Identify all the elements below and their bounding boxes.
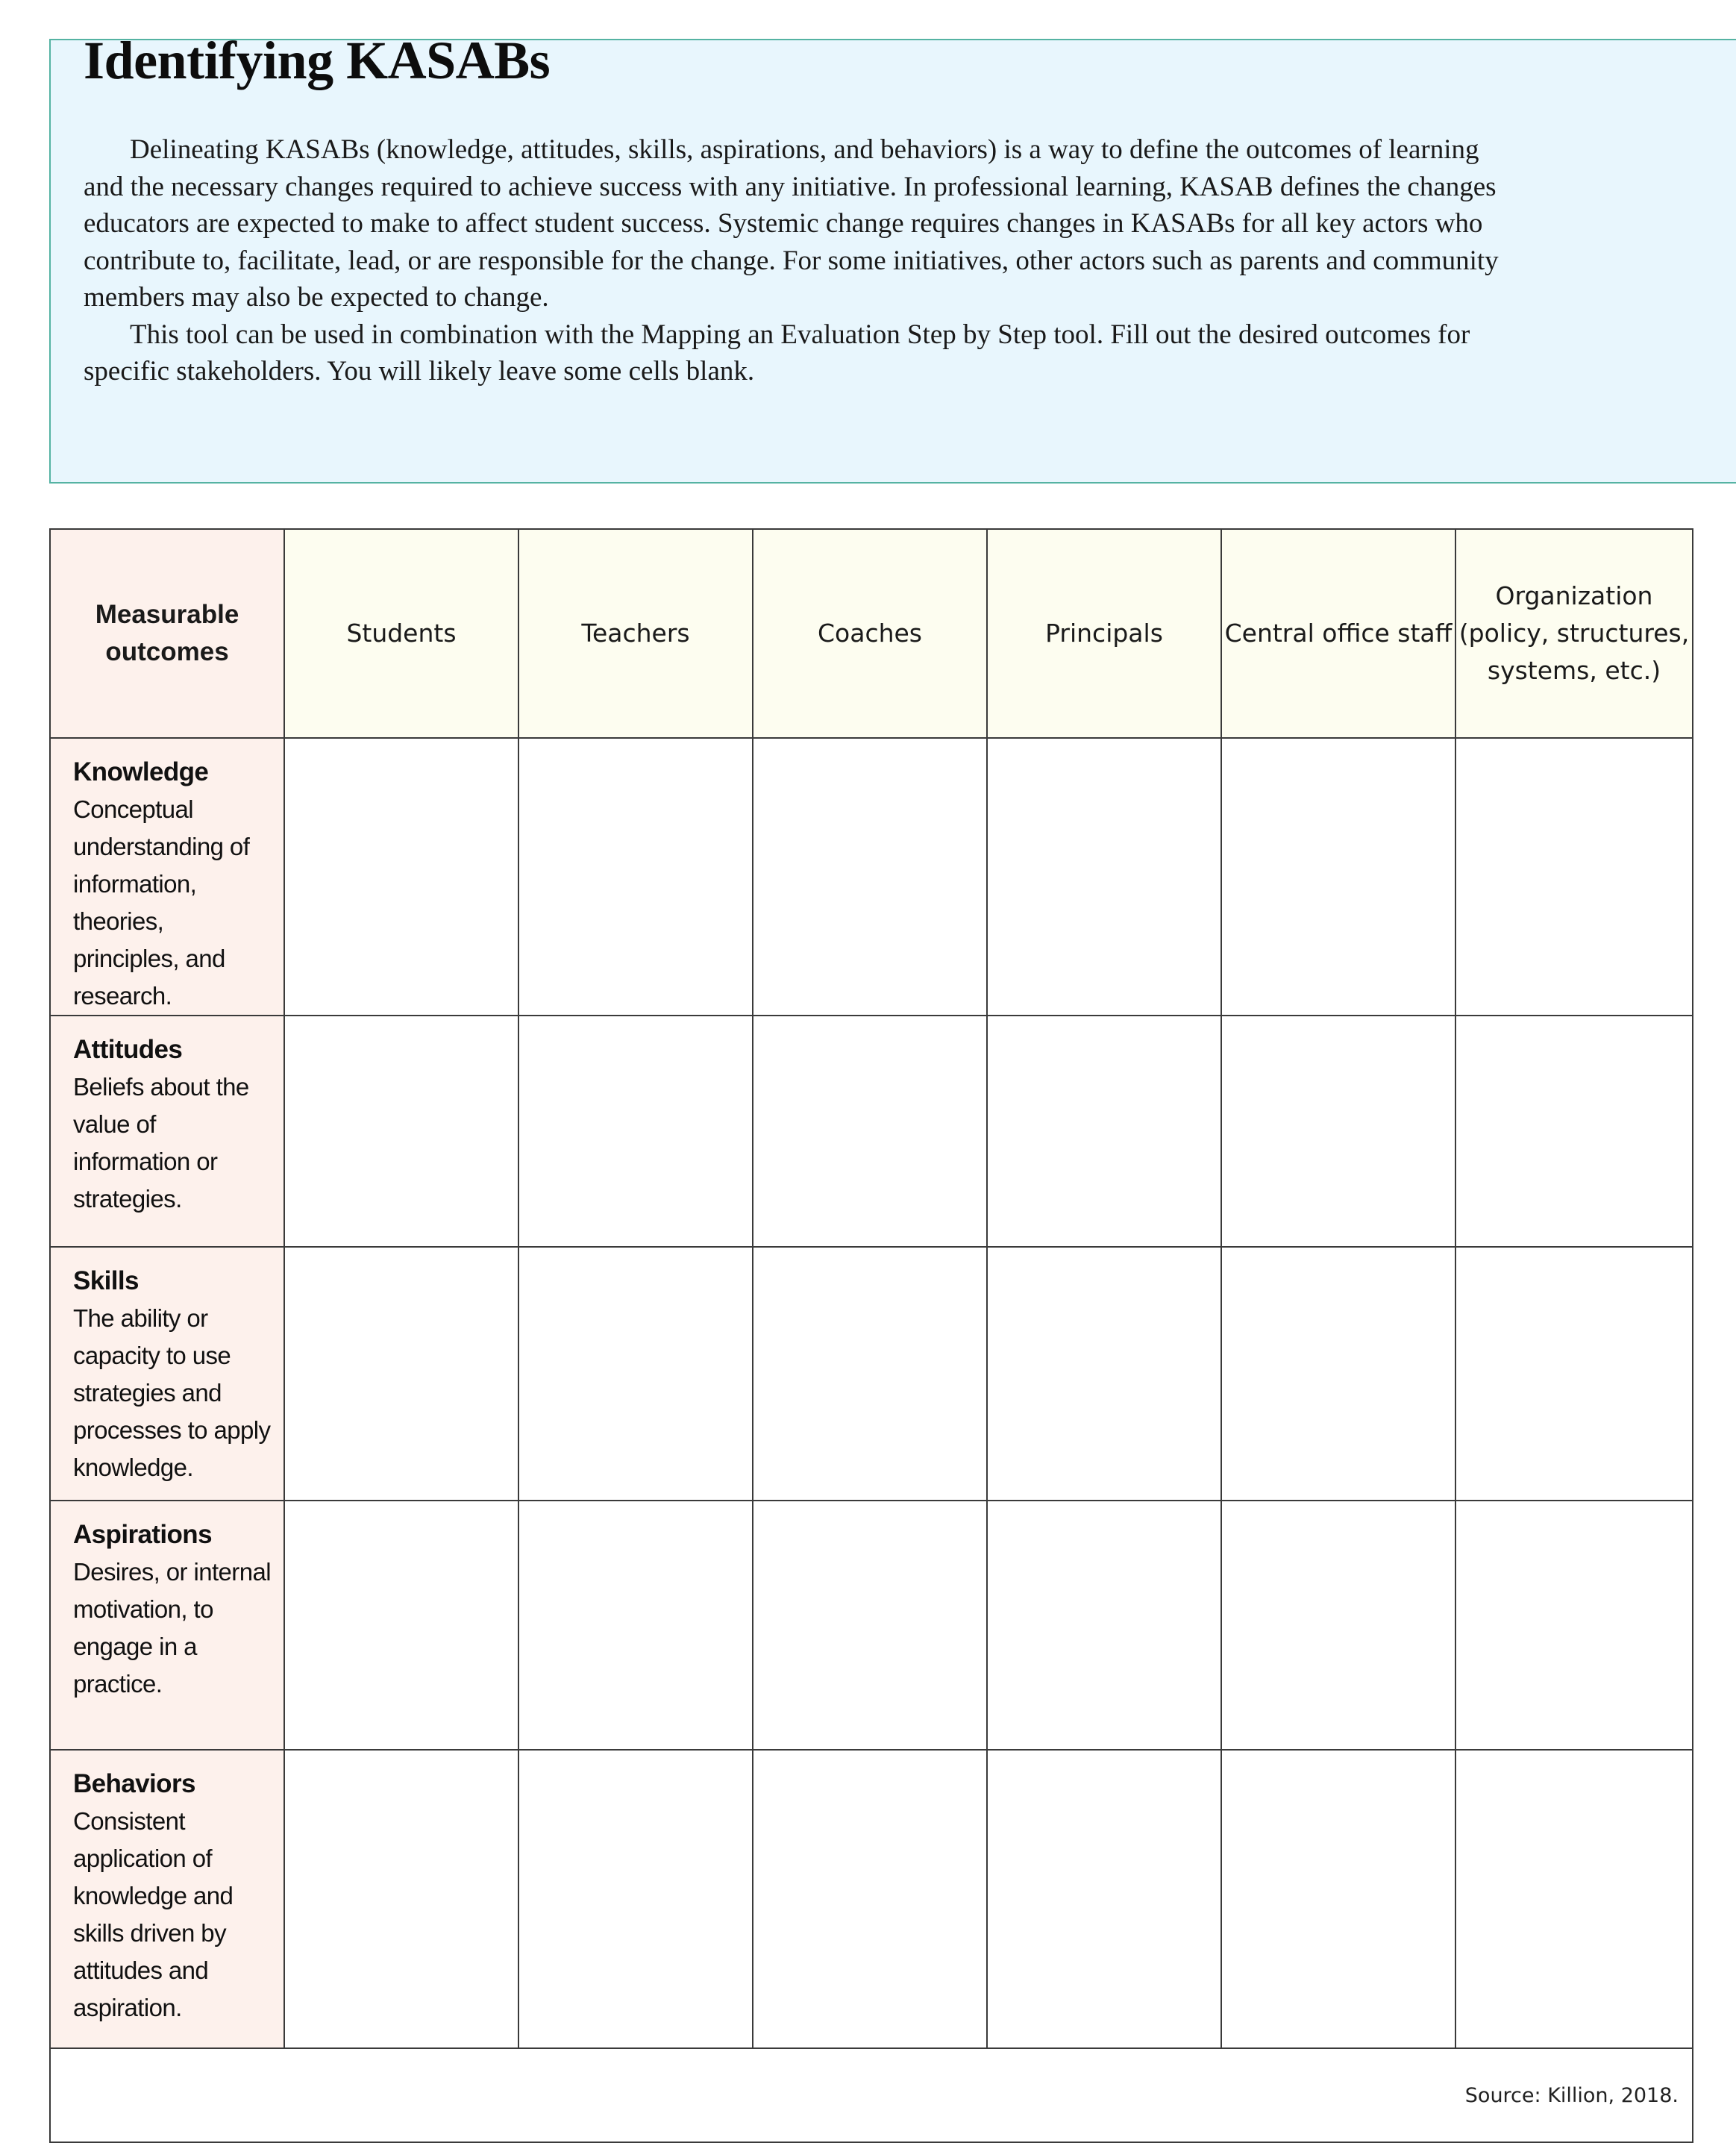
outcome-description: Conceptual understanding of information, theories, principles, and research.	[73, 795, 250, 1010]
table-row-knowledge	[50, 738, 1693, 1016]
corner-header: Measurable outcomes	[50, 529, 284, 738]
outcome-skills	[50, 1247, 284, 1501]
column-header-teachers: Teachers	[518, 529, 753, 738]
table-row-aspirations	[50, 1501, 1693, 1750]
table-row-skills	[50, 1247, 1693, 1501]
blank-cell[interactable]	[1221, 1501, 1455, 1750]
column-header-coaches: Coaches	[753, 529, 987, 738]
blank-cell[interactable]	[1455, 1016, 1693, 1247]
blank-cell[interactable]	[753, 1501, 987, 1750]
blank-cell[interactable]	[987, 738, 1221, 1016]
column-header-central-office-staff: Central office staff	[1221, 529, 1455, 738]
outcome-description: Desires, or internal motivation, to engage in a practice.	[73, 1558, 271, 1698]
outcome-name: Aspirations	[73, 1520, 212, 1549]
blank-cell[interactable]	[1221, 738, 1455, 1016]
outcome-description: Beliefs about the value of information or strategies.	[73, 1073, 249, 1213]
blank-cell[interactable]	[518, 1016, 753, 1247]
blank-cell[interactable]	[987, 1501, 1221, 1750]
blank-cell[interactable]	[1455, 1501, 1693, 1750]
blank-cell[interactable]	[753, 1247, 987, 1501]
outcome-name: Behaviors	[73, 1769, 195, 1798]
intro-paragraph-1: Delineating KASABs (knowledge, attitudes, skills, aspirations, and behaviors) is a way to define the outcomes of learning and the necessary changes required to achieve success with any initiative. In professional learning, KASAB defines the changes educators are expected to make to affect student success. Systemic change requires changes in KASABs for all key actors who contribute to, facilitate, lead, or are responsible for the change. For some initiatives, other actors such as parents and community members may also be expected to change.	[84, 134, 1499, 313]
kasab-table	[49, 528, 1693, 2143]
table-header-row	[50, 529, 1693, 738]
blank-cell[interactable]	[1455, 738, 1693, 1016]
blank-cell[interactable]	[1455, 1750, 1693, 2048]
blank-cell[interactable]	[1221, 1750, 1455, 2048]
blank-cell[interactable]	[518, 1247, 753, 1501]
outcome-knowledge	[50, 738, 284, 1016]
outcome-behaviors	[50, 1750, 284, 2048]
blank-cell[interactable]	[284, 738, 518, 1016]
blank-cell[interactable]	[1455, 1247, 1693, 1501]
blank-cell[interactable]	[284, 1247, 518, 1501]
intro-text	[84, 131, 1501, 390]
outcome-name: Knowledge	[73, 757, 209, 786]
blank-cell[interactable]	[753, 1016, 987, 1247]
outcome-attitudes	[50, 1016, 284, 1247]
blank-cell[interactable]	[987, 1750, 1221, 2048]
outcome-name: Attitudes	[73, 1035, 183, 1064]
outcome-description: Consistent application of knowledge and skills driven by attitudes and aspiration.	[73, 1807, 234, 2021]
page-title: Identifying KASABs	[84, 31, 551, 90]
blank-cell[interactable]	[753, 1750, 987, 2048]
blank-cell[interactable]	[753, 738, 987, 1016]
column-header-principals: Principals	[987, 529, 1221, 738]
blank-cell[interactable]	[284, 1016, 518, 1247]
source-row	[50, 2048, 1693, 2142]
intro-paragraph-2: This tool can be used in combination with the Mapping an Evaluation Step by Step tool. Fill out the desired outcomes for specific stakeholders. You will likely leave some cells blank.	[84, 319, 1470, 387]
blank-cell[interactable]	[518, 738, 753, 1016]
blank-cell[interactable]	[1221, 1247, 1455, 1501]
blank-cell[interactable]	[284, 1501, 518, 1750]
blank-cell[interactable]	[518, 1501, 753, 1750]
table-row-attitudes	[50, 1016, 1693, 1247]
outcome-description: The ability or capacity to use strategies and processes to apply knowledge.	[73, 1304, 271, 1481]
blank-cell[interactable]	[987, 1016, 1221, 1247]
blank-cell[interactable]	[284, 1750, 518, 2048]
table-row-behaviors	[50, 1750, 1693, 2048]
source-note: Source: Killion, 2018.	[50, 2048, 1693, 2142]
outcome-name: Skills	[73, 1266, 139, 1295]
blank-cell[interactable]	[1221, 1016, 1455, 1247]
column-header-students: Students	[284, 529, 518, 738]
column-header-organization: Organization (policy, structures, systems, etc.)	[1455, 529, 1693, 738]
blank-cell[interactable]	[518, 1750, 753, 2048]
outcome-aspirations	[50, 1501, 284, 1750]
blank-cell[interactable]	[987, 1247, 1221, 1501]
